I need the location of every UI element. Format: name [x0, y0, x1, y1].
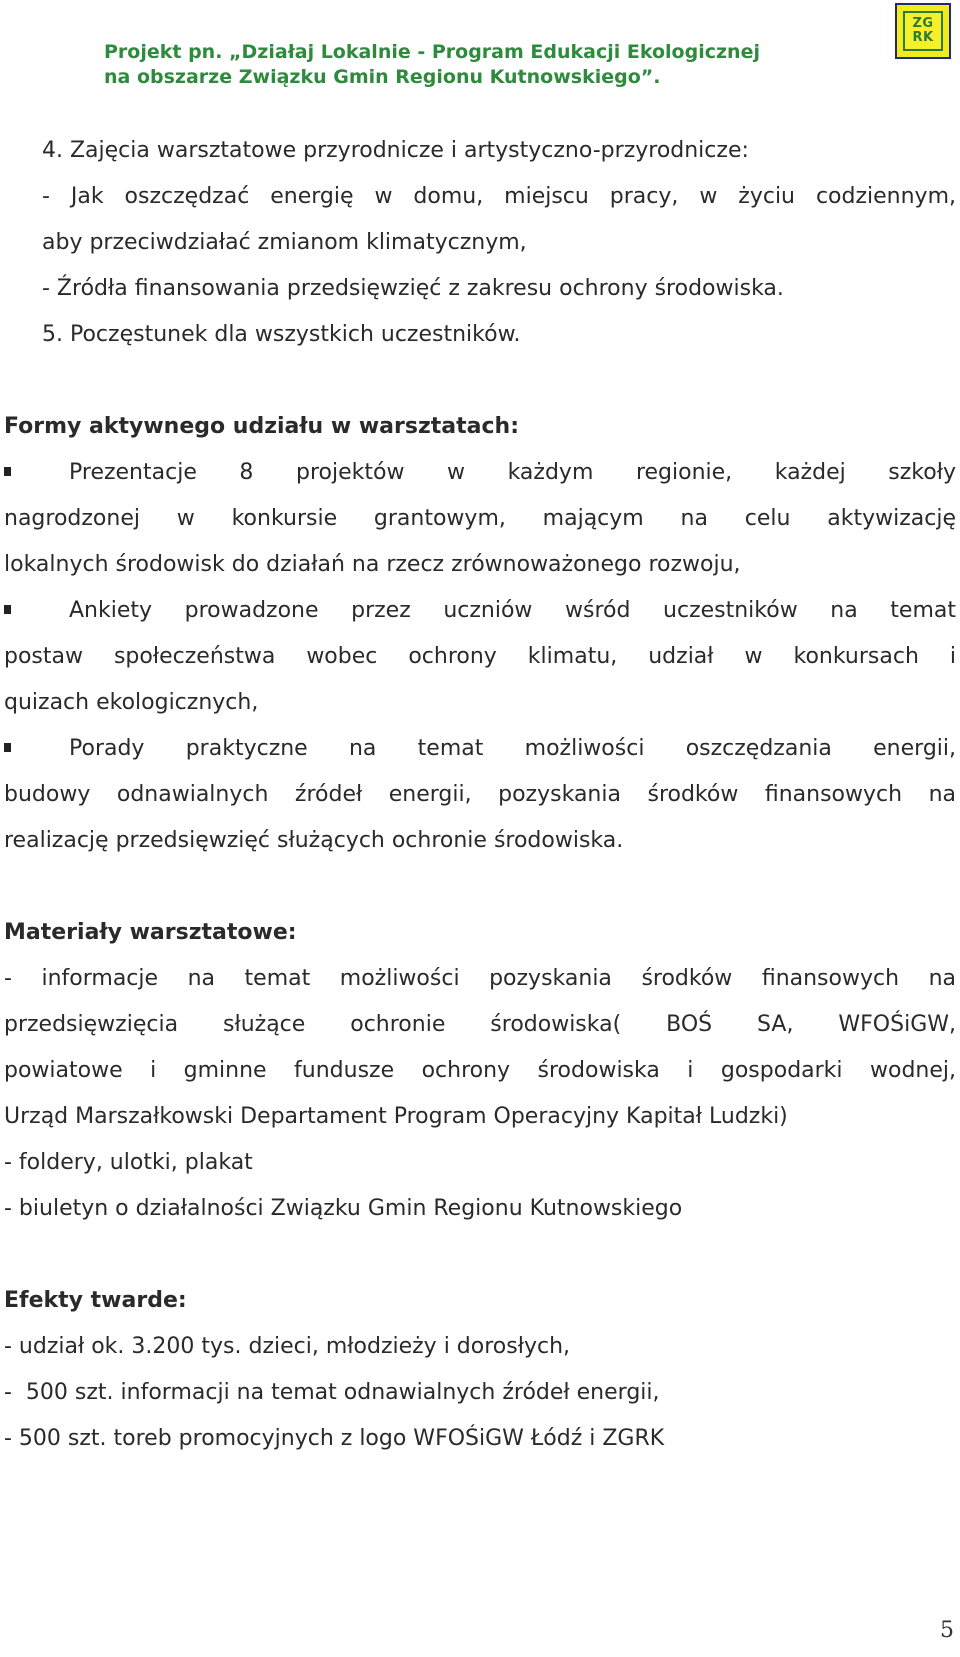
program-line: 4. Zajęcia warsztatowe przyrodnicze i artystyczno-przyrodnicze: [42, 138, 749, 163]
bullet-item [4, 450, 956, 496]
spacer [4, 1232, 956, 1278]
program-section [4, 128, 956, 358]
effects-line: - udział ok. 3.200 tys. dzieci, młodzieży i dorosłych, [4, 1334, 571, 1359]
program-line: 5. Poczęstunek dla wszystkich uczestników. [42, 322, 521, 347]
materials-line: - informacje na temat możliwości pozyskania środków finansowych na [4, 966, 956, 991]
effects-section [4, 1278, 956, 1462]
zgrk-logo [895, 3, 951, 59]
page-number: 5 [940, 1618, 954, 1643]
materials-line: - biuletyn o działalności Związku Gmin Regionu Kutnowskiego [4, 1196, 683, 1221]
materials-heading: Materiały warsztatowe: [4, 920, 297, 945]
bullet-continuation: quizach ekologicznych, [4, 690, 259, 715]
materials-line: Urząd Marszałkowski Departament Program Operacyjny Kapitał Ludzki) [4, 1104, 788, 1129]
bullet-continuation: nagrodzonej w konkursie grantowym, mającym na celu aktywizację [4, 506, 956, 531]
logo-inner-frame [903, 11, 943, 51]
spacer [4, 864, 956, 910]
page-body [4, 128, 956, 1462]
bullet-continuation: lokalnych środowisk do działań na rzecz zrównoważonego rozwoju, [4, 552, 741, 577]
logo-text: ZG RK [912, 16, 934, 45]
header-line-2: na obszarze Związku Gmin Regionu Kutnowskiego”. [104, 66, 661, 88]
bullet-continuation: realizację przedsięwzięć służących ochronie środowiska. [4, 828, 624, 853]
bullet-text: Porady praktyczne na temat możliwości oszczędzania energii, [69, 736, 956, 761]
effects-line: - 500 szt. informacji na temat odnawialnych źródeł energii, [4, 1380, 660, 1405]
bullet-continuation: budowy odnawialnych źródeł energii, pozyskania środków finansowych na [4, 782, 956, 807]
bullet-item [4, 726, 956, 772]
bullet-text: Ankiety prowadzone przez uczniów wśród uczestników na temat [69, 598, 956, 623]
header-line-1: Projekt pn. „Działaj Lokalnie - Program Edukacji Ekologicznej [104, 41, 760, 63]
materials-line: przedsięwzięcia służące ochronie środowiska( BOŚ SA, WFOŚiGW, [4, 1012, 956, 1037]
program-line: - Jak oszczędzać energię w domu, miejscu pracy, w życiu codziennym, [42, 184, 956, 209]
document-header [104, 40, 824, 90]
square-bullet-icon [4, 605, 11, 614]
program-line: - Źródła finansowania przedsięwzięć z zakresu ochrony środowiska. [42, 276, 784, 301]
bullet-text: Prezentacje 8 projektów w każdym regionie, każdej szkoły [69, 460, 956, 485]
materials-section [4, 910, 956, 1232]
effects-heading: Efekty twarde: [4, 1288, 187, 1313]
forms-section [4, 404, 956, 864]
materials-line: - foldery, ulotki, plakat [4, 1150, 253, 1175]
spacer [4, 358, 956, 404]
bullet-item [4, 588, 956, 634]
square-bullet-icon [4, 467, 11, 476]
effects-line: - 500 szt. toreb promocyjnych z logo WFOŚiGW Łódź i ZGRK [4, 1426, 665, 1451]
square-bullet-icon [4, 743, 11, 752]
materials-line: powiatowe i gminne fundusze ochrony środowiska i gospodarki wodnej, [4, 1058, 956, 1083]
bullet-continuation: postaw społeczeństwa wobec ochrony klimatu, udział w konkursach i [4, 644, 956, 669]
forms-heading: Formy aktywnego udziału w warsztatach: [4, 414, 520, 439]
program-line: aby przeciwdziałać zmianom klimatycznym, [42, 230, 527, 255]
